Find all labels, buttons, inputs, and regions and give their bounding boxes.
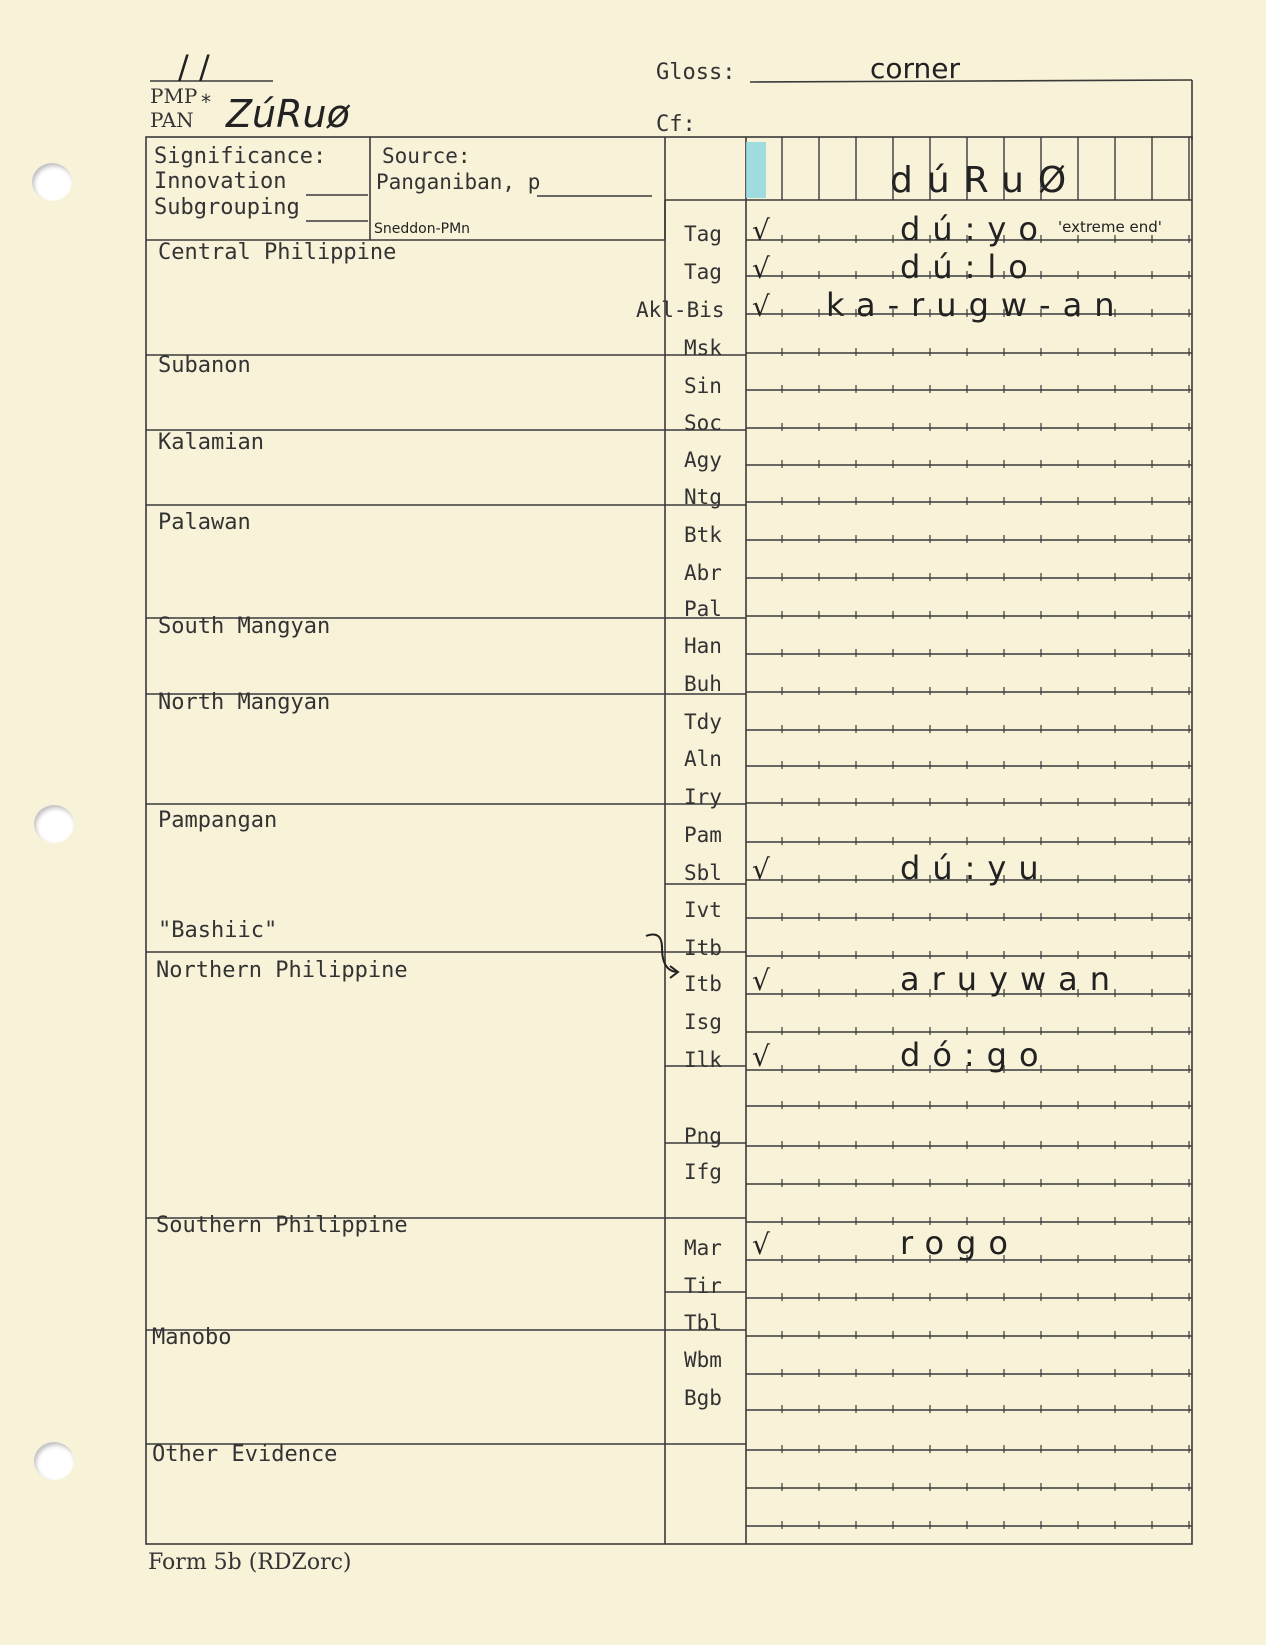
language-code: Msk <box>684 336 722 360</box>
language-code: Tir <box>684 1274 722 1298</box>
check-mark: √ <box>752 1040 770 1073</box>
cf-label: Cf: <box>656 112 696 137</box>
pmp-label: PMP <box>150 84 198 108</box>
group-northern-philippine: Northern Philippine <box>156 958 408 983</box>
language-code: Pal <box>684 597 722 621</box>
gloss-label: Gloss: <box>656 60 736 85</box>
language-code: Isg <box>684 1010 722 1034</box>
language-code: Ivt <box>684 898 722 922</box>
language-code: Ntg <box>684 485 722 509</box>
group-central-philippine: Central Philippine <box>158 240 397 265</box>
check-mark: √ <box>752 214 770 247</box>
cognate-form: dú:yo <box>900 210 1050 248</box>
significance-label: Significance: <box>154 144 327 169</box>
language-code: Pam <box>684 823 722 847</box>
group-manobo: Manobo <box>152 1325 232 1350</box>
language-code: Wbm <box>684 1348 722 1372</box>
language-code: Tdy <box>684 710 722 734</box>
source-label: Source: <box>382 144 471 168</box>
gloss-note: 'extreme end' <box>1058 218 1162 236</box>
language-code: Han <box>684 634 722 658</box>
group-subanon: Subanon <box>158 353 251 378</box>
language-code: Tbl <box>684 1311 722 1335</box>
header-marks: / / <box>178 48 210 86</box>
language-code: Agy <box>684 448 722 472</box>
reconstruction: ZúRuø <box>226 92 350 136</box>
group-other-evidence: Other Evidence <box>152 1442 338 1467</box>
language-code: Ilk <box>684 1048 722 1072</box>
asterisk: * <box>200 90 213 114</box>
check-mark: √ <box>752 290 770 323</box>
language-code: Abr <box>684 561 722 585</box>
language-code: Akl-Bis <box>636 298 725 322</box>
language-code: Ifg <box>684 1160 722 1184</box>
form-footer: Form 5b (RDZorc) <box>148 1550 352 1575</box>
highlight-mark <box>746 142 766 198</box>
cognate-form: aruywan <box>900 960 1123 998</box>
language-code: Aln <box>684 747 722 771</box>
language-code: Png <box>684 1124 722 1148</box>
gloss-value: corner <box>870 52 961 85</box>
group-south-mangyan: South Mangyan <box>158 614 331 639</box>
language-code: Itb <box>684 936 722 960</box>
language-code: Soc <box>684 411 722 435</box>
pan-label: PAN <box>150 108 194 132</box>
arrow-icon <box>640 930 690 990</box>
language-code: Sbl <box>684 861 722 885</box>
language-code: Sin <box>684 374 722 398</box>
group-bashiic: "Bashiic" <box>158 918 278 943</box>
cognate-form: dó:go <box>900 1036 1051 1074</box>
check-mark: √ <box>752 964 770 997</box>
group-palawan: Palawan <box>158 510 251 535</box>
group-pampangan: Pampangan <box>158 808 278 833</box>
subgrouping-label: Subgrouping <box>154 195 300 220</box>
cognate-form: dú:yu <box>900 849 1051 887</box>
check-mark: √ <box>752 252 770 285</box>
language-code: Tag <box>684 222 722 246</box>
language-code: Mar <box>684 1236 722 1260</box>
top-cell-form: dúRuØ <box>890 160 1081 201</box>
group-kalamian: Kalamian <box>158 430 264 455</box>
language-code: Itb <box>684 972 722 996</box>
group-north-mangyan: North Mangyan <box>158 690 331 715</box>
innovation-label: Innovation <box>154 169 287 194</box>
check-mark: √ <box>752 1228 770 1261</box>
language-code: Iry <box>684 785 722 809</box>
language-code: Tag <box>684 260 722 284</box>
cognate-form: dú:lo <box>900 248 1040 286</box>
source-value: Panganiban, p <box>376 170 541 194</box>
cognate-form: ka-rugw-an <box>826 286 1127 324</box>
cognate-form: rogo <box>900 1224 1020 1262</box>
language-code: Bgb <box>684 1386 722 1410</box>
group-southern-philippine: Southern Philippine <box>156 1213 408 1238</box>
language-code: Btk <box>684 523 722 547</box>
language-code: Buh <box>684 672 722 696</box>
source-note: Sneddon-PMn <box>374 221 471 237</box>
check-mark: √ <box>752 853 770 886</box>
